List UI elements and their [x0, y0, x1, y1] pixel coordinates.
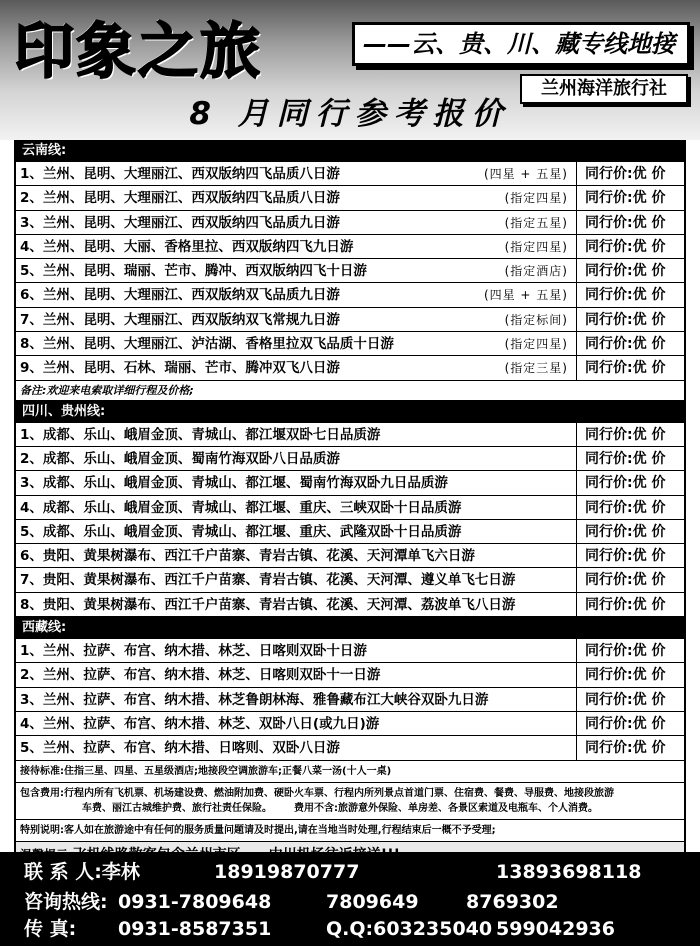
route-name: 1、兰州、昆明、大理丽江、西双版纳四飞品质八日游	[20, 166, 340, 182]
info-block	[16, 761, 684, 783]
route-cell	[16, 186, 576, 209]
agency-name: 兰州海洋旅行社	[520, 74, 688, 104]
table-row	[16, 663, 684, 687]
exclude-text: 旅游意外保险、单房差、各景区索道及电瓶车、个人消费。	[338, 802, 598, 814]
contact-person-row	[24, 858, 140, 886]
price-cell: 同行价:优 价	[576, 736, 684, 759]
route-cell	[16, 356, 576, 379]
route-name: 2、兰州、拉萨、布宫、纳木措、林芝、日喀则双卧十一日游	[20, 667, 381, 684]
price-cell: 同行价:优 价	[576, 211, 684, 234]
route-name: 5、兰州、拉萨、布宫、纳木措、日喀则、双卧八日游	[20, 740, 340, 757]
price-cell: 同行价:优 价	[576, 186, 684, 209]
route-name: 7、兰州、昆明、大理丽江、西双版纳双飞常规九日游	[20, 311, 340, 328]
route-name: 2、成都、乐山、峨眉金顶、蜀南竹海双卧八日品质游	[20, 450, 340, 467]
contact-person-label: 联 系 人:	[24, 861, 102, 883]
table-row	[16, 544, 684, 568]
table-row	[16, 471, 684, 495]
hotel-note: (指定四星)	[504, 191, 568, 206]
fax-label: 传 真:	[24, 918, 77, 940]
hotline-number-3: 8769302	[466, 891, 559, 913]
main-title: 印象之旅	[14, 17, 262, 87]
route-cell	[16, 423, 576, 446]
table-row	[16, 447, 684, 471]
route-cell	[16, 308, 576, 331]
table-row	[16, 423, 684, 447]
table-row	[16, 520, 684, 544]
hotel-note: (指定四星)	[504, 239, 568, 254]
price-cell: 同行价:优 价	[576, 663, 684, 686]
section-title: 西藏线:	[16, 617, 684, 639]
route-cell	[16, 259, 576, 282]
route-cell	[16, 712, 576, 735]
route-cell	[16, 211, 576, 234]
price-cell: 同行价:优 价	[576, 332, 684, 355]
exclude-wrap	[272, 803, 598, 814]
table-row	[16, 593, 684, 617]
price-cell: 同行价:优 价	[576, 639, 684, 662]
route-cell	[16, 736, 576, 759]
contact-person-name: 李林	[101, 861, 140, 883]
price-cell: 同行价:优 价	[576, 308, 684, 331]
hotline-number-1: 0931-7809648	[118, 891, 272, 913]
route-name: 3、兰州、昆明、大理丽江、西双版纳四飞品质九日游	[20, 214, 340, 231]
qq-number: Q.Q:603235040	[326, 918, 493, 940]
price-cell: 同行价:优 价	[576, 259, 684, 282]
price-cell: 同行价:优 价	[576, 544, 684, 567]
route-name: 2、兰州、昆明、大理丽江、西双版纳四飞品质八日游	[20, 190, 340, 207]
hotel-note: (指定五星)	[504, 215, 568, 230]
price-cell: 同行价:优 价	[576, 356, 684, 379]
route-cell	[16, 162, 576, 185]
price-table	[14, 140, 686, 868]
subtitle-banner: ——云、贵、川、藏专线地接	[352, 22, 690, 66]
price-heading: 8 月同行参考报价	[189, 96, 511, 132]
contact-phone-2: 13893698118	[496, 861, 642, 883]
route-name: 5、兰州、昆明、瑞丽、芒市、腾冲、西双版纳四飞十日游	[20, 263, 367, 280]
route-name: 5、成都、乐山、峨眉金顶、青城山、都江堰、重庆、武隆双卧十日品质游	[20, 523, 462, 540]
include-text-continued: 车费、丽江古城维护费、旅行社责任保险。	[82, 802, 272, 814]
route-name: 4、成都、乐山、峨眉金顶、青城山、都江堰、重庆、三峡双卧十日品质游	[20, 499, 462, 516]
include-label: 包含费用:	[20, 787, 64, 799]
table-row	[16, 712, 684, 736]
route-name: 6、贵阳、黄果树瀑布、西江千户苗寨、青岩古镇、花溪、天河潭单飞六日游	[20, 548, 475, 565]
table-row	[16, 211, 684, 235]
price-cell: 同行价:优 价	[576, 568, 684, 591]
table-row	[16, 332, 684, 356]
route-name: 7、贵阳、黄果树瀑布、西江千户苗寨、青岩古镇、花溪、天河潭、遵义单飞七日游	[20, 572, 516, 589]
table-row	[16, 736, 684, 760]
route-cell	[16, 663, 576, 686]
table-row	[16, 308, 684, 332]
table-row	[16, 283, 684, 307]
route-cell	[16, 593, 576, 616]
standard-text: 住指三星、四星、五星级酒店;地接段空调旅游车;正餐八菜一汤(十人一桌)	[64, 765, 392, 777]
qq-number-2: 599042936	[496, 918, 615, 940]
route-cell	[16, 235, 576, 258]
route-name: 6、兰州、昆明、大理丽江、西双版纳双飞品质九日游	[20, 287, 340, 304]
price-cell: 同行价:优 价	[576, 471, 684, 494]
hotline-label: 咨询热线:	[24, 891, 108, 913]
price-cell: 同行价:优 价	[576, 688, 684, 711]
price-cell: 同行价:优 价	[576, 712, 684, 735]
hotel-note: (指定标间)	[504, 312, 568, 327]
route-name: 9、兰州、昆明、石林、瑞丽、芒市、腾冲双飞八日游	[20, 360, 340, 377]
price-cell: 同行价:优 价	[576, 496, 684, 519]
route-cell	[16, 283, 576, 306]
hotel-note: (指定酒店)	[504, 264, 568, 279]
exclude-label: 费用不含:	[294, 802, 338, 814]
section-title: 云南线:	[16, 140, 684, 162]
table-row	[16, 496, 684, 520]
hotel-note: (四星 + 五星)	[483, 167, 568, 181]
route-cell	[16, 639, 576, 662]
route-name: 4、兰州、拉萨、布宫、纳木措、林芝、双卧八日(或九日)游	[20, 715, 380, 732]
table-row	[16, 162, 684, 186]
route-name: 4、兰州、昆明、大丽、香格里拉、西双版纳四飞九日游	[20, 238, 354, 255]
info-block	[16, 820, 684, 842]
header-banner	[0, 0, 700, 140]
table-row	[16, 688, 684, 712]
contact-phone-1: 18919870777	[214, 861, 360, 883]
route-cell	[16, 471, 576, 494]
table-row	[16, 356, 684, 380]
hotel-note: (指定三星)	[504, 361, 568, 376]
section-title: 四川、贵州线:	[16, 401, 684, 423]
price-cell: 同行价:优 价	[576, 162, 684, 185]
price-cell: 同行价:优 价	[576, 235, 684, 258]
route-cell	[16, 447, 576, 470]
route-cell	[16, 688, 576, 711]
price-cell: 同行价:优 价	[576, 593, 684, 616]
contact-footer	[0, 852, 700, 946]
table-row	[16, 186, 684, 210]
price-cell: 同行价:优 价	[576, 520, 684, 543]
special-text: 客人如在旅游途中有任何的服务质量问题请及时提出,请在当地当时处理,行程结束后一概不予受理;	[64, 824, 496, 836]
include-text: 行程内所有飞机票、机场建设费、燃油附加费、硬卧火车票、行程内所列景点首道门票、住宿费、餐费、导服费、地接段旅游	[64, 787, 614, 799]
table-row	[16, 235, 684, 259]
fax-number: 0931-8587351	[118, 918, 272, 940]
price-cell: 同行价:优 价	[576, 447, 684, 470]
hotline-number-2: 7809649	[326, 891, 419, 913]
table-row	[16, 568, 684, 592]
route-name: 3、兰州、拉萨、布宫、纳木措、林芝鲁朗林海、雅鲁藏布江大峡谷双卧九日游	[20, 691, 489, 708]
route-name: 3、成都、乐山、峨眉金顶、青城山、都江堰、蜀南竹海双卧九日品质游	[20, 475, 448, 492]
route-cell	[16, 496, 576, 519]
table-row	[16, 259, 684, 283]
table-row	[16, 639, 684, 663]
route-cell	[16, 544, 576, 567]
price-cell: 同行价:优 价	[576, 423, 684, 446]
route-cell	[16, 520, 576, 543]
route-name: 8、贵阳、黄果树瀑布、西江千户苗寨、青岩古镇、花溪、天河潭、荔波单飞八日游	[20, 596, 516, 613]
price-cell: 同行价:优 价	[576, 283, 684, 306]
route-name: 1、兰州、拉萨、布宫、纳木措、林芝、日喀则双卧十日游	[20, 643, 367, 660]
route-cell	[16, 332, 576, 355]
info-block	[16, 783, 684, 820]
route-name: 8、兰州、昆明、大理丽江、泸沽湖、香格里拉双飞品质十日游	[20, 336, 394, 353]
hotel-note: (指定四星)	[504, 337, 568, 352]
hotel-note: (四星 + 五星)	[483, 288, 568, 303]
special-label: 特别说明:	[20, 824, 64, 836]
section-memo: 备注:欢迎来电索取详细行程及价格;	[16, 381, 684, 401]
route-name: 1、成都、乐山、峨眉金顶、青城山、都江堰双卧七日品质游	[20, 426, 381, 443]
route-cell	[16, 568, 576, 591]
standard-label: 接待标准:	[20, 765, 64, 777]
